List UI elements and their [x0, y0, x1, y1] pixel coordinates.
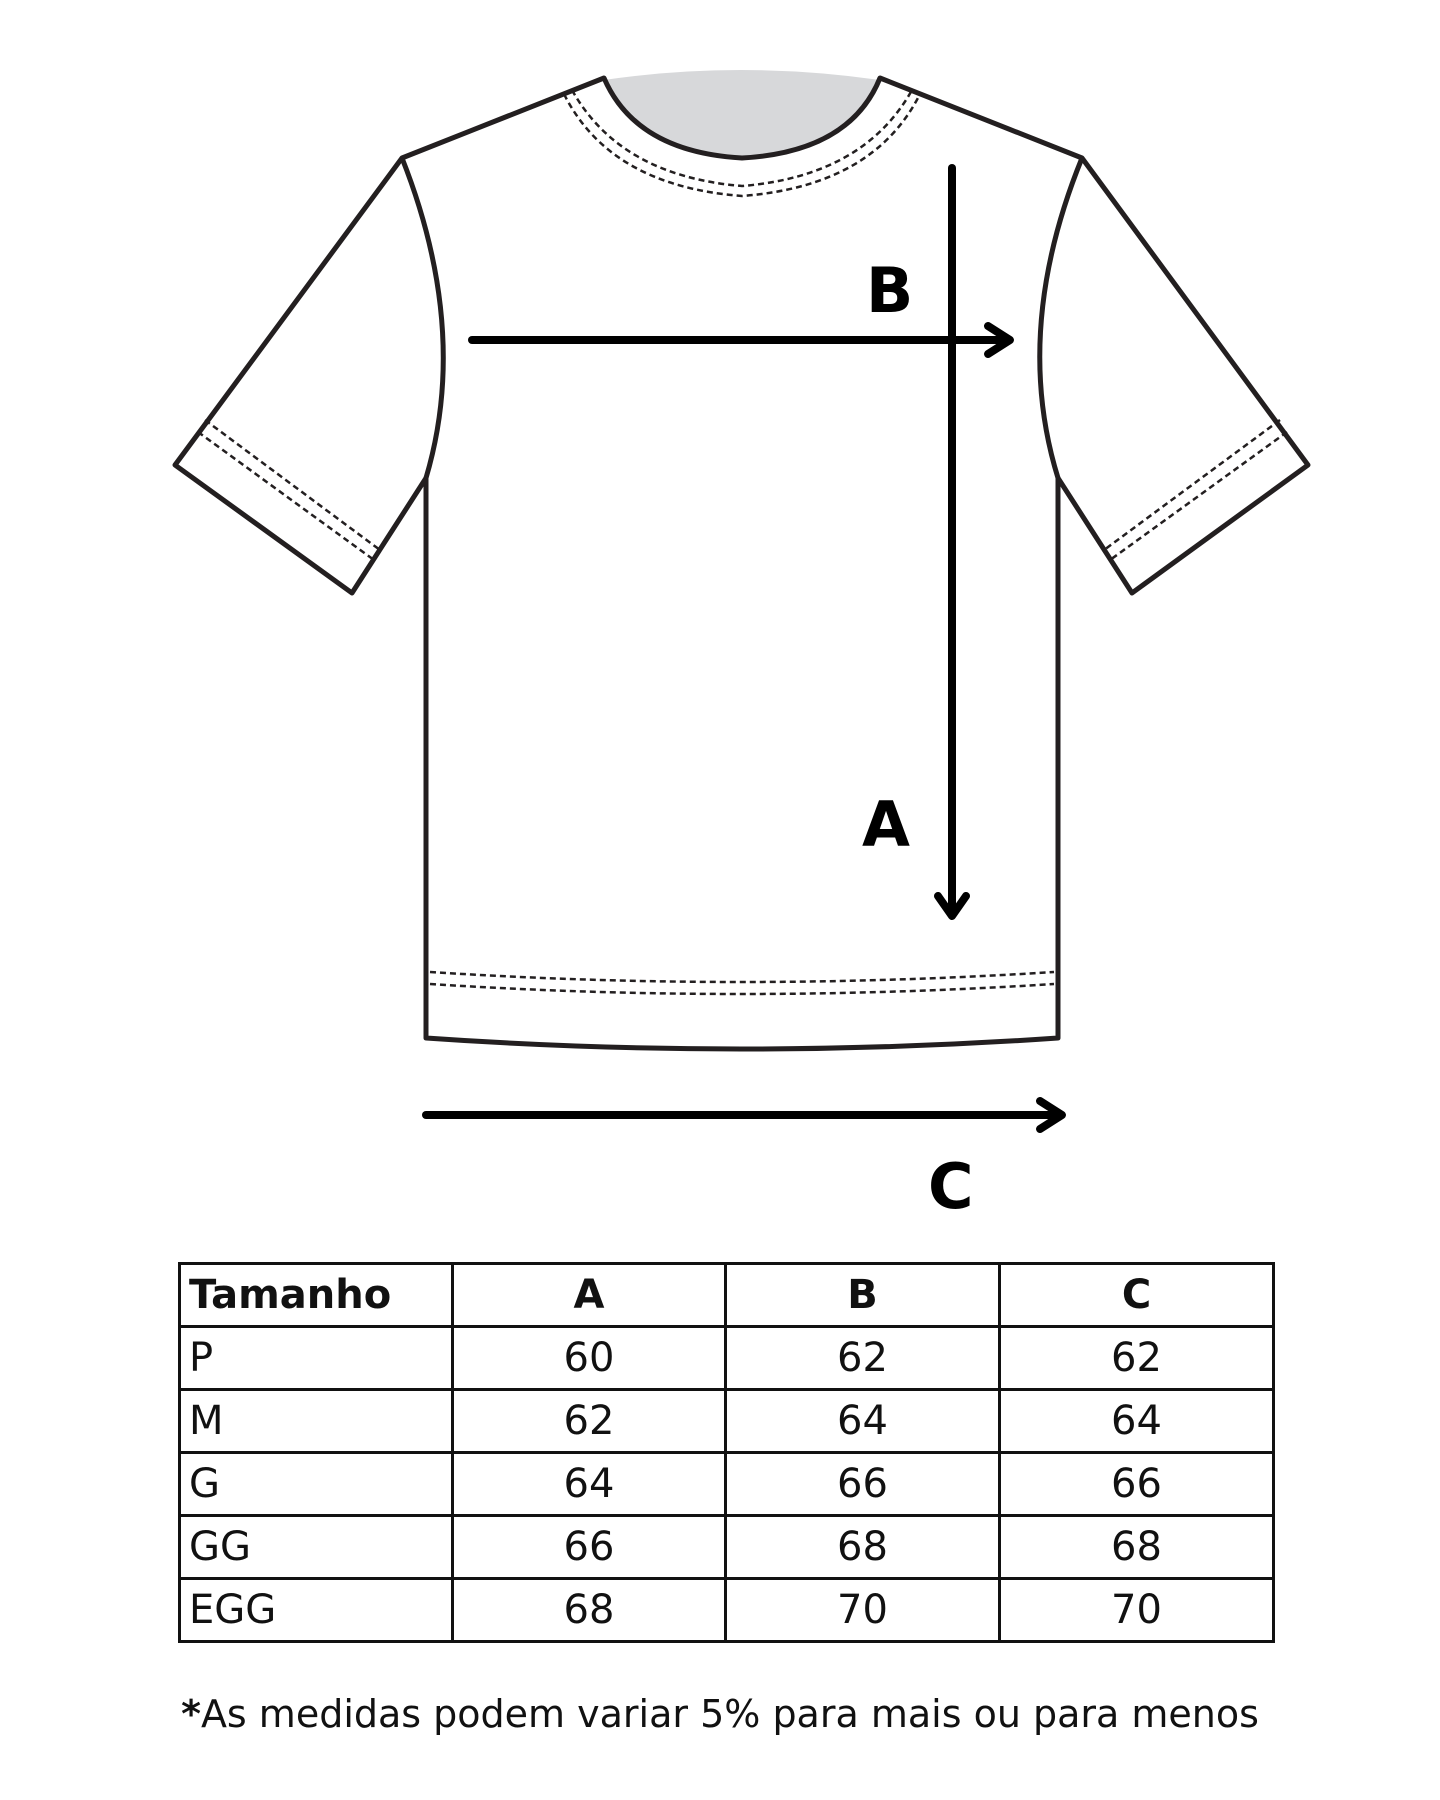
- size-cell: M: [180, 1390, 453, 1453]
- table-row: [180, 1327, 1274, 1390]
- table-row: [180, 1516, 1274, 1579]
- size-cell: P: [180, 1327, 453, 1390]
- table-row: [180, 1453, 1274, 1516]
- header-c: C: [1000, 1264, 1274, 1327]
- measure-b-cell: 70: [726, 1579, 1000, 1642]
- measure-b-cell: 62: [726, 1327, 1000, 1390]
- table-header-row: [180, 1264, 1274, 1327]
- size-cell: EGG: [180, 1579, 453, 1642]
- measure-c-cell: 70: [1000, 1579, 1274, 1642]
- footnote-marker: *: [181, 1692, 201, 1736]
- measure-b-cell: 64: [726, 1390, 1000, 1453]
- size-cell: G: [180, 1453, 453, 1516]
- size-cell: GG: [180, 1516, 453, 1579]
- header-a: A: [453, 1264, 726, 1327]
- table-row: [180, 1579, 1274, 1642]
- measure-c-cell: 64: [1000, 1390, 1274, 1453]
- header-b: B: [726, 1264, 1000, 1327]
- measure-a-cell: 66: [453, 1516, 726, 1579]
- measure-a-cell: 60: [453, 1327, 726, 1390]
- measure-a-cell: 64: [453, 1453, 726, 1516]
- header-tamanho: Tamanho: [180, 1264, 453, 1327]
- measure-b-cell: 68: [726, 1516, 1000, 1579]
- footnote: [0, 1692, 1440, 1736]
- dimension-a-label: A: [862, 788, 910, 861]
- size-table: [178, 1262, 1275, 1643]
- measure-b-cell: 66: [726, 1453, 1000, 1516]
- measure-c-cell: 62: [1000, 1327, 1274, 1390]
- tshirt-outline: [175, 78, 1308, 1049]
- measure-c-cell: 68: [1000, 1516, 1274, 1579]
- dimension-c-label: C: [928, 1150, 974, 1223]
- footnote-text: As medidas podem variar 5% para mais ou para menos: [200, 1692, 1259, 1736]
- measure-a-cell: 62: [453, 1390, 726, 1453]
- table-row: [180, 1390, 1274, 1453]
- measure-c-cell: 66: [1000, 1453, 1274, 1516]
- dimension-b-label: B: [866, 254, 914, 327]
- measure-a-cell: 68: [453, 1579, 726, 1642]
